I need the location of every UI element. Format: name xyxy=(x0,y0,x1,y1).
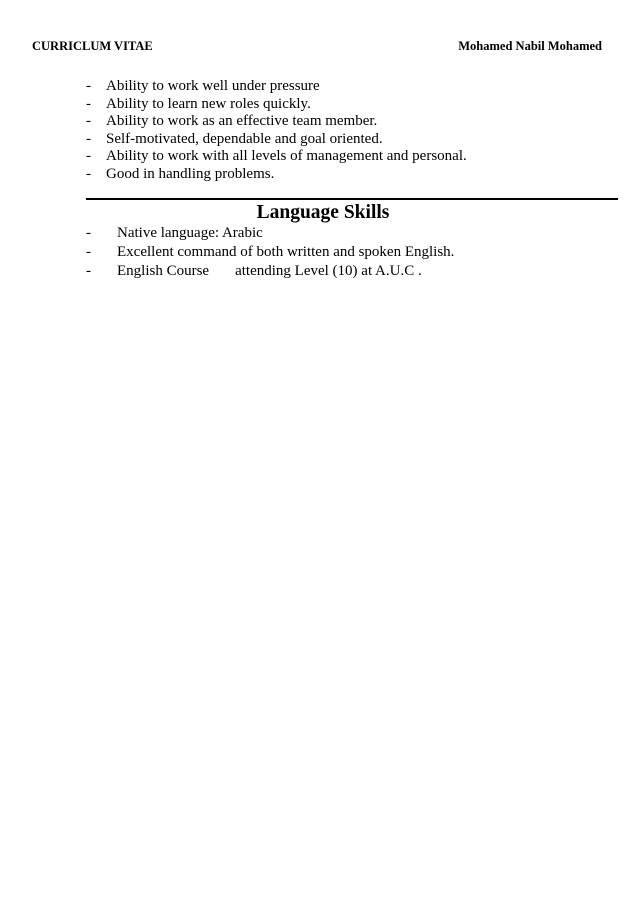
course-label: English Course xyxy=(117,263,210,279)
bullet-dash: - xyxy=(86,113,91,130)
list-item xyxy=(86,166,467,184)
bullet-dash: - xyxy=(86,244,91,260)
list-item xyxy=(86,262,454,281)
list-item-text: Native language: Arabic xyxy=(117,225,263,241)
bullet-dash: - xyxy=(86,95,91,112)
bullet-dash: - xyxy=(86,263,91,279)
list-item-text: Good in handling problems. xyxy=(106,165,275,182)
list-item xyxy=(86,113,467,131)
bullet-dash: - xyxy=(86,165,91,182)
list-item xyxy=(86,243,454,262)
language-skills-heading: Language Skills xyxy=(256,202,390,223)
list-item-text: Ability to work well under pressure xyxy=(106,78,320,94)
abilities-list xyxy=(86,78,467,184)
section-divider xyxy=(86,198,618,200)
page-header xyxy=(32,38,602,54)
list-item-text: Excellent command of both written and spoken English. xyxy=(117,244,455,260)
list-item xyxy=(86,148,467,166)
bullet-dash: - xyxy=(86,225,91,241)
list-item-text: Self-motivated, dependable and goal oriented. xyxy=(106,130,383,147)
course-detail: attending Level (10) at A.U.C . xyxy=(235,263,422,279)
list-item xyxy=(86,224,454,243)
bullet-dash: - xyxy=(86,130,91,147)
list-item xyxy=(86,96,467,114)
list-item-text: Ability to work as an effective team member. xyxy=(106,113,378,130)
list-item xyxy=(86,131,467,149)
bullet-dash: - xyxy=(86,78,91,94)
bullet-dash: - xyxy=(86,148,91,165)
list-item xyxy=(86,78,467,96)
language-skills-list xyxy=(86,224,454,281)
document-title: CURRICLUM VITAE xyxy=(32,39,153,53)
list-item-text: Ability to learn new roles quickly. xyxy=(106,95,311,112)
list-item-text: Ability to work with all levels of management and personal. xyxy=(106,148,467,165)
candidate-name: Mohamed Nabil Mohamed xyxy=(458,39,602,53)
